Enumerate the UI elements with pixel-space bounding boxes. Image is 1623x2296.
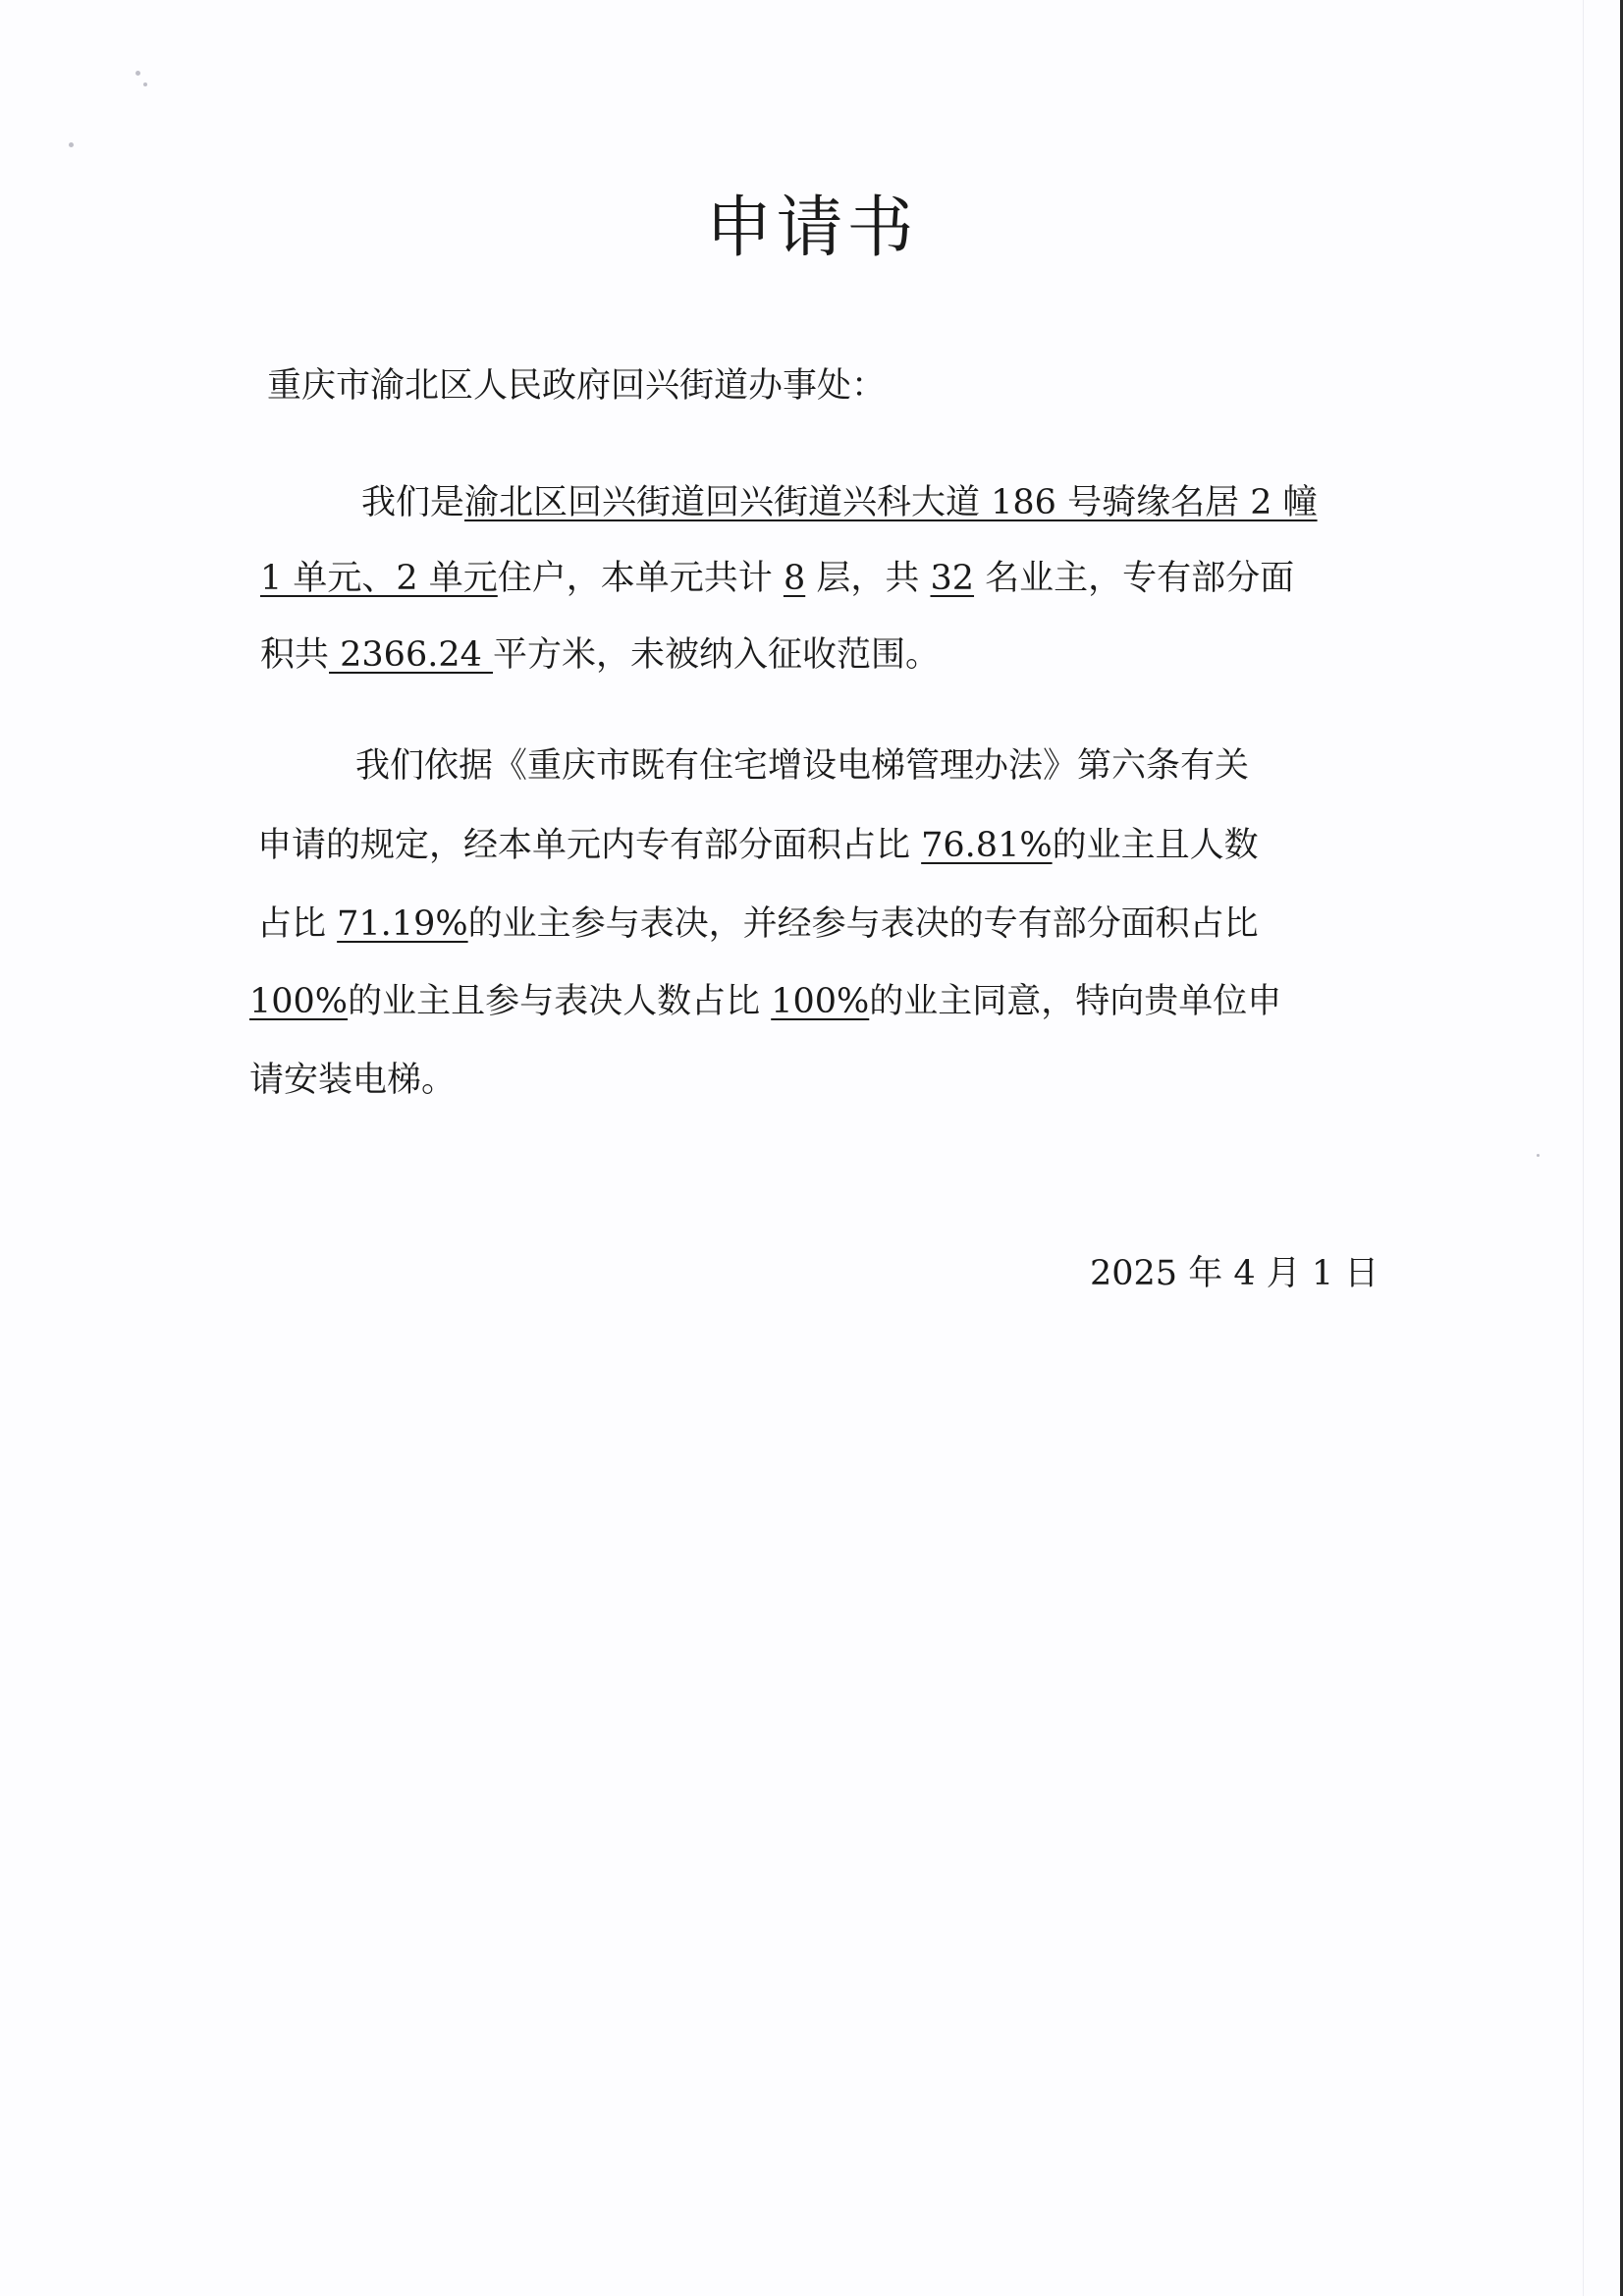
scan-speck xyxy=(143,82,147,86)
text: 的业主且参与表决人数占比 xyxy=(348,982,772,1021)
text: 层，共 xyxy=(805,559,931,598)
para1-line2 xyxy=(260,554,1294,603)
text: 请安装电梯。 xyxy=(249,1061,457,1100)
para2-line5 xyxy=(249,1056,456,1105)
document-date: 2025 年 4 月 1 日 xyxy=(1090,1254,1380,1293)
para1-line1 xyxy=(361,478,1318,527)
text: 名业主，专有部分面 xyxy=(974,559,1295,598)
owners-fill: 32 xyxy=(930,559,975,598)
text: 的业主参与表决，并经参与表决的专有部分面积占比 xyxy=(467,904,1259,944)
people-ratio-fill: 71.19% xyxy=(337,904,468,944)
text: 占比 xyxy=(257,904,338,944)
vote-people-ratio-fill: 100% xyxy=(771,982,870,1021)
text: 平方米，未被纳入征收范围。 xyxy=(493,635,941,675)
vote-area-ratio-fill: 100% xyxy=(249,982,349,1021)
addressee-text: 重庆市渝北区人民政府回兴街道办事处： xyxy=(267,366,887,406)
para1-line3 xyxy=(260,630,940,680)
addressee xyxy=(267,361,886,410)
text: 的业主且人数 xyxy=(1052,826,1259,865)
area-fill: 2366.24 xyxy=(329,635,494,675)
text: 申请的规定，经本单元内专有部分面积占比 xyxy=(257,826,922,865)
text: 我们依据《重庆市既有住宅增设电梯管理办法》第六条有关 xyxy=(355,746,1250,786)
address-fill: 渝北区回兴街道回兴街道兴科大道 186 号骑缘名居 2 幢 xyxy=(464,483,1318,522)
text: 的业主同意，特向贵单位申 xyxy=(869,982,1282,1021)
para2-line4 xyxy=(249,977,1281,1026)
scan-speck xyxy=(1537,1154,1540,1157)
document-title: 申请书 xyxy=(705,190,918,267)
floors-fill: 8 xyxy=(783,559,806,598)
scan-speck xyxy=(135,71,140,76)
paper-fold-line xyxy=(1583,0,1584,2296)
scan-speck xyxy=(69,142,74,147)
para2-line2 xyxy=(257,821,1259,870)
area-ratio-fill: 76.81% xyxy=(921,826,1053,865)
para2-line1 xyxy=(355,741,1249,791)
text: 积共 xyxy=(260,635,330,675)
para2-line3 xyxy=(257,900,1259,949)
units-fill: 1 单元、2 单元 xyxy=(260,559,498,598)
text: 住户，本单元共计 xyxy=(497,559,784,598)
text: 我们是 xyxy=(361,483,465,522)
